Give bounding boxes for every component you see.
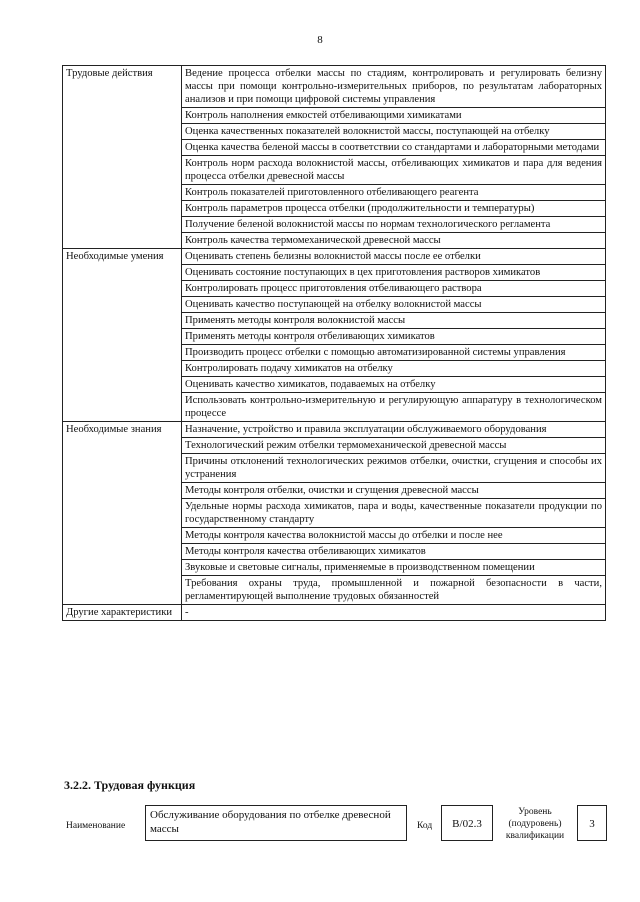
table-cell: Использовать контрольно-измерительную и регулирующую аппаратуру в технологическом процессе: [182, 393, 606, 422]
section-heading: Необходимые умения: [63, 249, 182, 422]
table-cell: Получение беленой волокнистой массы по нормам технологического регламента: [182, 217, 606, 233]
function-name-field: Обслуживание оборудования по отбелке древесной массы: [145, 805, 407, 841]
table-cell: Ведение процесса отбелки массы по стадиям, контролировать и регулировать белизну массы при помощи контрольно-измерительных приборов, по результатам лабораторных анализов и при помощи цифровой системы управления: [182, 66, 606, 108]
section-heading: Необходимые знания: [63, 422, 182, 605]
table-row: [63, 249, 606, 265]
table-row: [63, 422, 606, 438]
table-cell: Контроль параметров процесса отбелки (продолжительности и температуры): [182, 201, 606, 217]
table-cell: Контроль норм расхода волокнистой массы, отбеливающих химикатов и пара для ведения процесса отбелки древесной массы: [182, 156, 606, 185]
table-cell: Назначение, устройство и правила эксплуатации обслуживаемого оборудования: [182, 422, 606, 438]
table-cell: Методы контроля качества отбеливающих химикатов: [182, 544, 606, 560]
table-cell: Оценивать качество поступающей на отбелку волокнистой массы: [182, 297, 606, 313]
table-cell: Оценивать степень белизны волокнистой массы после ее отбелки: [182, 249, 606, 265]
table-cell: Удельные нормы расхода химикатов, пара и воды, качественные показатели продукции по государственному стандарту: [182, 499, 606, 528]
table-cell: Контроль качества термомеханической древесной массы: [182, 233, 606, 249]
table-cell: Контроль наполнения емкостей отбеливающими химикатами: [182, 108, 606, 124]
section-title: 3.2.2. Трудовая функция: [64, 778, 196, 792]
table-cell: Оценка качественных показателей волокнистой массы, поступающей на отбелку: [182, 124, 606, 140]
table-cell: Требования охраны труда, промышленной и пожарной безопасности в части, регламентирующей выполнение трудовых обязанностей: [182, 576, 606, 605]
table-cell: Методы контроля отбелки, очистки и сгущения древесной массы: [182, 483, 606, 499]
table-cell: Звуковые и световые сигналы, применяемые в производственном помещении: [182, 560, 606, 576]
table-row: [63, 605, 606, 621]
level-label-line3: квалификации: [505, 831, 565, 841]
code-label: Код: [417, 821, 433, 831]
table-cell: Контролировать процесс приготовления отбеливающего раствора: [182, 281, 606, 297]
table-row: [63, 66, 606, 108]
function-code-field: B/02.3: [441, 805, 493, 841]
table-cell: Оценка качества беленой массы в соответствии со стандартами и лабораторными методами: [182, 140, 606, 156]
name-label: Наименование: [66, 821, 126, 831]
table-cell: Оценивать состояние поступающих в цех приготовления растворов химикатов: [182, 265, 606, 281]
labor-function-header: [64, 803, 608, 849]
table-cell: Методы контроля качества волокнистой массы до отбелки и после нее: [182, 528, 606, 544]
level-label-line1: Уровень: [518, 807, 552, 817]
table-cell: Производить процесс отбелки с помощью автоматизированной системы управления: [182, 345, 606, 361]
table-cell: Контролировать подачу химикатов на отбелку: [182, 361, 606, 377]
section-heading: Другие характеристики: [63, 605, 182, 621]
qualification-level-label: [500, 806, 570, 842]
qualification-level-field: 3: [577, 805, 607, 841]
section-heading: Трудовые действия: [63, 66, 182, 249]
table-cell: Контроль показателей приготовленного отбеливающего реагента: [182, 185, 606, 201]
table-cell: -: [182, 605, 606, 621]
page-number: 8: [317, 34, 323, 46]
table-cell: Применять методы контроля волокнистой массы: [182, 313, 606, 329]
level-label-line2: (подуровень): [508, 819, 562, 829]
table-cell: Технологический режим отбелки термомеханической древесной массы: [182, 438, 606, 454]
labor-function-table: [62, 65, 606, 621]
table-cell: Применять методы контроля отбеливающих химикатов: [182, 329, 606, 345]
table-cell: Оценивать качество химикатов, подаваемых на отбелку: [182, 377, 606, 393]
table-cell: Причины отклонений технологических режимов отбелки, очистки, сгущения и способы их устранения: [182, 454, 606, 483]
